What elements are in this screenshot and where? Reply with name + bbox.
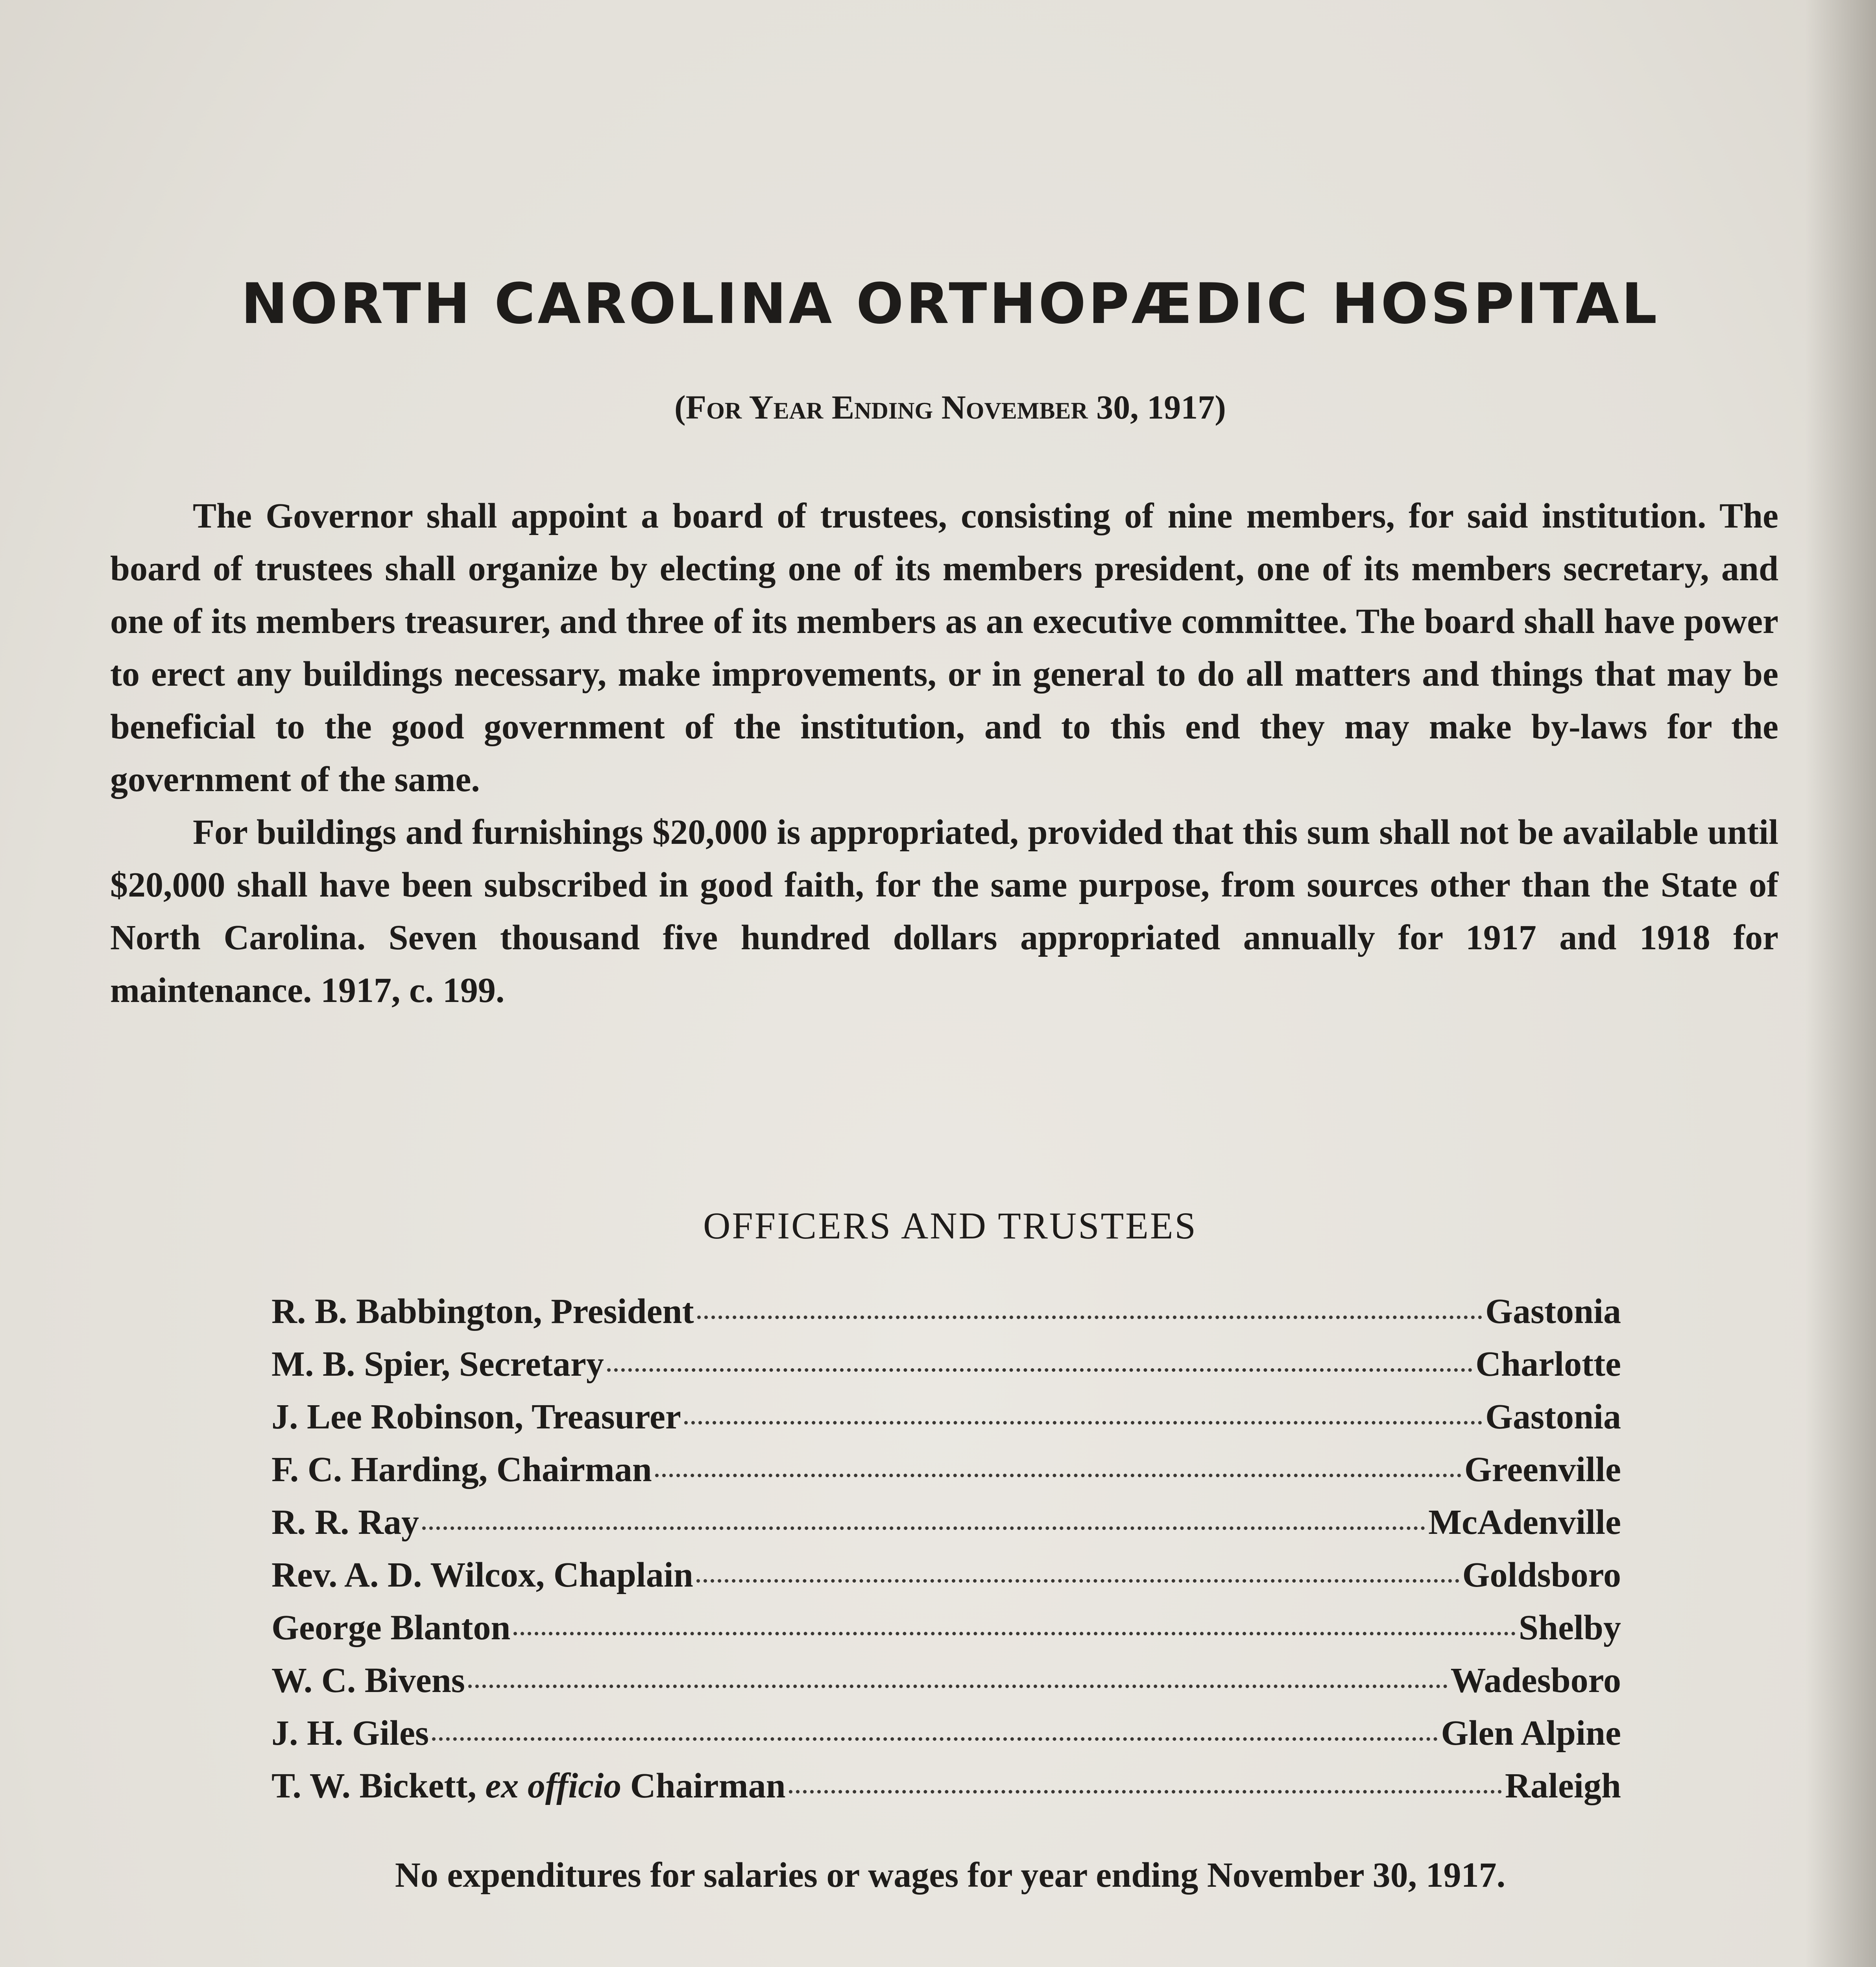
officer-place: Wadesboro bbox=[1450, 1661, 1621, 1700]
officer-place: Gastonia bbox=[1485, 1397, 1621, 1436]
officers-heading: OFFICERS AND TRUSTEES bbox=[703, 1205, 1197, 1247]
officer-name: R. R. Ray bbox=[271, 1503, 419, 1542]
officers-list bbox=[271, 1291, 1621, 1818]
dot-leader bbox=[607, 1368, 1472, 1372]
officer-name-suffix: Chairman bbox=[621, 1766, 786, 1805]
officer-name: M. B. Spier, Secretary bbox=[271, 1345, 604, 1384]
dot-leader bbox=[655, 1474, 1461, 1477]
officer-row bbox=[271, 1449, 1621, 1502]
officer-place: Greenville bbox=[1464, 1450, 1621, 1489]
page-edge-shadow bbox=[1805, 0, 1876, 1967]
officer-name bbox=[271, 1766, 786, 1806]
officer-place: Shelby bbox=[1518, 1608, 1621, 1647]
dot-leader bbox=[432, 1737, 1438, 1741]
officer-row bbox=[271, 1555, 1621, 1607]
officer-place: Raleigh bbox=[1505, 1766, 1621, 1805]
officer-name-italic: ex officio bbox=[485, 1766, 622, 1805]
expenditure-note: No expenditures for salaries or wages for year ending November 30, 1917. bbox=[395, 1856, 1506, 1895]
dot-leader bbox=[696, 1579, 1459, 1583]
paragraph-trustees: The Governor shall appoint a board of trustees, consisting of nine members, for said institution. The board of trustees shall organize by electing one of its members president, one of its members secretary, and one of its members treasurer, and three of its members as an executive committee. The board shall have power to erect any buildings necessary, make improvements, or in general to do all matters and things that may be beneficial to the good government of the institution, and to this end they may make by-laws for the government of the same. bbox=[110, 496, 1778, 799]
dot-leader bbox=[468, 1685, 1448, 1688]
officer-row bbox=[271, 1766, 1621, 1818]
officer-name: J. H. Giles bbox=[271, 1714, 429, 1753]
page-subtitle: (For Year Ending November 30, 1917) bbox=[674, 388, 1226, 426]
dot-leader bbox=[789, 1790, 1502, 1794]
officer-row bbox=[271, 1607, 1621, 1660]
officer-name-prefix: T. W. Bickett, bbox=[271, 1766, 486, 1805]
officer-row bbox=[271, 1291, 1621, 1344]
officer-name: J. Lee Robinson, Treasurer bbox=[271, 1397, 681, 1436]
officer-row bbox=[271, 1344, 1621, 1397]
officer-place: Goldsboro bbox=[1462, 1556, 1621, 1594]
statute-text bbox=[110, 490, 1778, 1017]
officer-place: Charlotte bbox=[1475, 1345, 1621, 1384]
officer-name: George Blanton bbox=[271, 1608, 511, 1647]
officer-place: Glen Alpine bbox=[1441, 1714, 1621, 1753]
officer-place: McAdenville bbox=[1428, 1503, 1621, 1542]
officer-name: F. C. Harding, Chairman bbox=[271, 1450, 652, 1489]
officer-name: W. C. Bivens bbox=[271, 1661, 465, 1700]
officer-name: R. B. Babbington, President bbox=[271, 1292, 694, 1331]
page-title: NORTH CAROLINA ORTHOPÆDIC HOSPITAL bbox=[241, 271, 1660, 336]
officer-row bbox=[271, 1397, 1621, 1449]
officer-place: Gastonia bbox=[1485, 1292, 1621, 1331]
dot-leader bbox=[513, 1632, 1515, 1635]
dot-leader bbox=[422, 1526, 1425, 1530]
officer-row bbox=[271, 1502, 1621, 1555]
dot-leader bbox=[697, 1316, 1482, 1319]
officer-name: Rev. A. D. Wilcox, Chaplain bbox=[271, 1556, 693, 1594]
dot-leader bbox=[684, 1421, 1482, 1425]
officer-row bbox=[271, 1660, 1621, 1713]
paragraph-appropriation: For buildings and furnishings $20,000 is appropriated, provided that this sum shall not be available until $20,000 shall have been subscribed in good faith, for the same purpose, from sources other than the State of North Carolina. Seven thousand five hundred dollars appropriated annually for 1917 and 1918 for maintenance. 1917, c. 199. bbox=[110, 813, 1778, 1010]
officer-row bbox=[271, 1713, 1621, 1766]
